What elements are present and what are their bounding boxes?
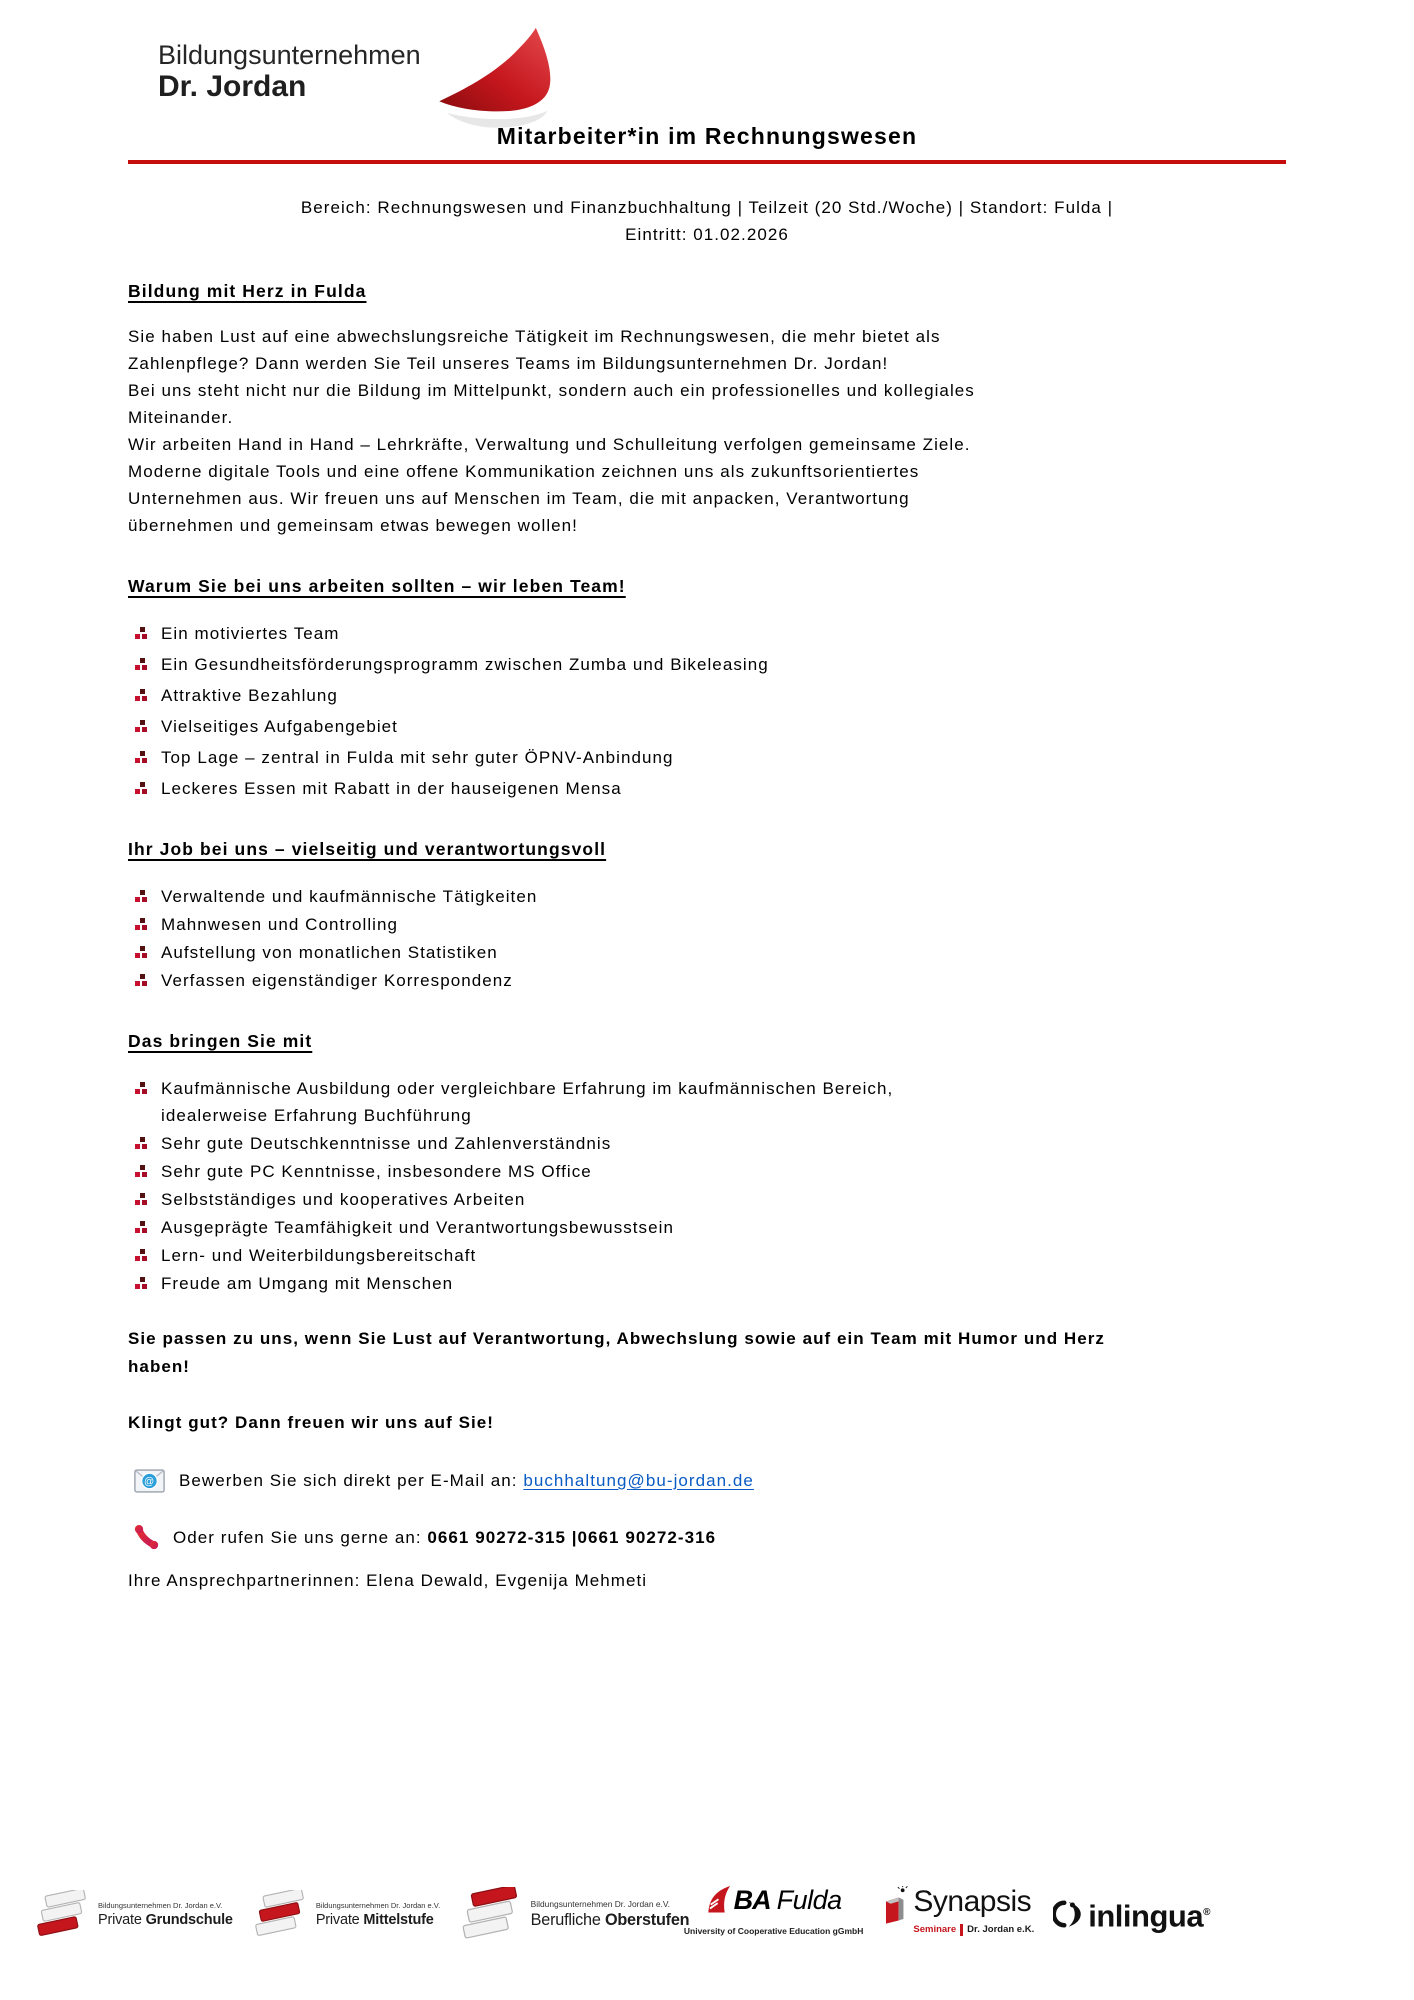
title-divider — [128, 160, 1286, 164]
list-item-text: Verwaltende und kaufmännische Tätigkeiten — [161, 887, 538, 906]
list-item — [128, 939, 1286, 966]
list-item — [128, 1186, 1286, 1213]
three-squares-bullet-icon — [134, 720, 148, 734]
list-item-text: Ein Gesundheitsförderungsprogramm zwischen Zumba und Bikeleasing — [161, 655, 769, 674]
footer-org-line: Bildungsunternehmen Dr. Jordan e.V. — [98, 1900, 223, 1910]
email-link[interactable]: buchhaltung@bu-jordan.de — [523, 1471, 754, 1490]
phone-numbers: 0661 90272-315 |0661 90272-316 — [427, 1528, 717, 1547]
three-squares-bullet-icon — [134, 918, 148, 932]
list-item — [128, 775, 1286, 802]
paragraph-line: Moderne digitale Tools und eine offene Kommunikation zeichnen uns als zukunftsorientiertes — [128, 462, 920, 481]
email-label: Bewerben Sie sich direkt per E-Mail an: — [179, 1471, 524, 1490]
section-heading-profile: Das bringen Sie mit — [128, 1031, 313, 1051]
paragraph-line: Wir arbeiten Hand in Hand – Lehrkräfte, Verwaltung und Schulleitung verfolgen gemeinsame Ziele. — [128, 435, 971, 454]
section-heading-benefits: Warum Sie bei uns arbeiten sollten – wir leben Team! — [128, 576, 626, 596]
three-squares-bullet-icon — [134, 890, 148, 904]
job-meta-line: Eintritt: 01.02.2026 — [625, 225, 789, 244]
intro-paragraph — [128, 323, 1188, 539]
company-logo — [158, 26, 571, 136]
list-item — [128, 967, 1286, 994]
list-item — [128, 911, 1286, 938]
list-item-text: Sehr gute PC Kenntnisse, insbesondere MS Office — [161, 1162, 592, 1181]
logo-ba-fulda — [684, 1884, 863, 1945]
three-squares-bullet-icon — [134, 946, 148, 960]
list-item — [128, 682, 1286, 709]
footer-school-name: Private Grundschule — [98, 1911, 233, 1928]
paragraph-line: Miteinander. — [128, 408, 234, 427]
phone-receiver-icon — [134, 1525, 159, 1550]
three-squares-bullet-icon — [134, 1277, 148, 1291]
email-contact-line — [128, 1467, 1286, 1494]
list-item — [128, 1270, 1286, 1297]
benefits-list — [128, 620, 1286, 802]
phone-label: Oder rufen Sie uns gerne an: — [173, 1528, 428, 1547]
list-item — [128, 1214, 1286, 1241]
list-item-text: Sehr gute Deutschkenntnisse und Zahlenverständnis — [161, 1134, 612, 1153]
registered-mark: ® — [1203, 1907, 1210, 1919]
list-item — [128, 1130, 1286, 1157]
ba-fulda-ba: BA — [733, 1884, 771, 1915]
list-item-text: Verfassen eigenständiger Korrespondenz — [161, 971, 513, 990]
three-squares-bullet-icon — [134, 782, 148, 796]
paragraph-line: übernehmen und gemeinsam etwas bewegen wollen! — [128, 516, 578, 535]
list-item — [128, 1158, 1286, 1185]
footer-school-name: Berufliche Oberstufen — [530, 1911, 690, 1930]
paragraph-line: Sie haben Lust auf eine abwechslungsreiche Tätigkeit im Rechnungswesen, die mehr bietet als — [128, 327, 941, 346]
list-item-text: Ausgeprägte Teamfähigkeit und Verantwortungsbewusstsein — [161, 1218, 674, 1237]
ba-fulda-swoosh-icon — [706, 1884, 734, 1916]
list-item — [128, 1242, 1286, 1269]
profile-list — [128, 1075, 1286, 1297]
inlingua-emblem-icon — [1053, 1899, 1083, 1929]
synapsis-book-icon — [882, 1886, 909, 1924]
logo-line2: Dr. Jordan — [158, 70, 307, 103]
list-item-text: Kaufmännische Ausbildung oder vergleichbare Erfahrung im kaufmännischen Bereich, idealerweise Erfahrung Buchführung — [161, 1079, 894, 1125]
page-title: Mitarbeiter*in im Rechnungswesen — [496, 123, 918, 149]
three-squares-bullet-icon — [134, 974, 148, 988]
logo-inlingua — [1053, 1898, 1210, 1934]
job-meta — [128, 194, 1286, 248]
paragraph-line: Unternehmen aus. Wir freuen uns auf Menschen im Team, die mit anpacken, Verantwortung — [128, 489, 910, 508]
svg-text:@: @ — [143, 1476, 156, 1488]
list-item-text: Freude am Umgang mit Menschen — [161, 1274, 454, 1293]
three-squares-bullet-icon — [134, 751, 148, 765]
three-squares-bullet-icon — [134, 1249, 148, 1263]
list-item — [128, 651, 1286, 678]
footer-logos — [0, 1884, 1414, 1945]
call-to-action: Klingt gut? Dann freuen wir uns auf Sie! — [128, 1413, 494, 1432]
paragraph-line: Bei uns steht nicht nur die Bildung im Mittelpunkt, sondern auch ein professionelles und kollegiales — [128, 381, 975, 400]
three-squares-bullet-icon — [134, 1193, 148, 1207]
list-item-text: Ein motiviertes Team — [161, 624, 340, 643]
section-heading-intro: Bildung mit Herz in Fulda — [128, 281, 367, 301]
synapsis-drjordan: Dr. Jordan e.K. — [967, 1924, 1035, 1935]
logo-line1: Bildungsunternehmen — [158, 40, 421, 70]
job-meta-line: Bereich: Rechnungswesen und Finanzbuchhaltung | Teilzeit (20 Std./Woche) | Standort: Fulda | — [300, 198, 1114, 217]
logo-synapsis — [882, 1886, 1034, 1943]
paragraph-line: Zahlenpflege? Dann werden Sie Teil unseres Teams im Bildungsunternehmen Dr. Jordan! — [128, 354, 889, 373]
list-item-text: Attraktive Bezahlung — [161, 686, 338, 705]
book-stack-icon — [34, 1890, 92, 1939]
three-squares-bullet-icon — [134, 658, 148, 672]
three-squares-bullet-icon — [134, 1165, 148, 1179]
footer-school-name: Private Mittelstufe — [315, 1911, 434, 1928]
three-squares-bullet-icon — [134, 1137, 148, 1151]
three-squares-bullet-icon — [134, 1082, 148, 1096]
list-item-text: Selbstständiges und kooperatives Arbeiten — [161, 1190, 526, 1209]
logo-private-mittelstufe — [252, 1890, 440, 1939]
envelope-at-icon — [134, 1469, 165, 1493]
book-stack-icon — [459, 1887, 524, 1942]
inlingua-name: inlingua® — [1088, 1898, 1210, 1934]
list-item-text: Mahnwesen und Controlling — [161, 915, 398, 934]
red-sail-swoosh-icon — [435, 26, 571, 136]
contact-persons: Ihre Ansprechpartnerinnen: Elena Dewald, Evgenija Mehmeti — [128, 1571, 648, 1590]
list-item-text: Vielseitiges Aufgabengebiet — [161, 717, 398, 736]
list-item — [128, 1075, 1286, 1129]
synapsis-name: Synapsis — [913, 1885, 1032, 1918]
list-item — [128, 713, 1286, 740]
footer-org-line: Bildungsunternehmen Dr. Jordan e.V. — [530, 1898, 671, 1909]
list-item-text: Lern- und Weiterbildungsbereitschaft — [161, 1246, 477, 1265]
list-item — [128, 620, 1286, 647]
logo-private-grundschule — [34, 1890, 233, 1939]
company-logo-text — [158, 26, 421, 103]
section-heading-job: Ihr Job bei uns – vielseitig und verantwortungsvoll — [128, 839, 607, 859]
ba-fulda-fulda: Fulda — [776, 1884, 842, 1915]
three-squares-bullet-icon — [134, 627, 148, 641]
synapsis-seminare: Seminare — [913, 1924, 957, 1935]
job-tasks-list — [128, 883, 1286, 994]
list-item-text: Leckeres Essen mit Rabatt in der hauseigenen Mensa — [161, 779, 622, 798]
book-stack-icon — [252, 1890, 310, 1939]
phone-contact-line — [128, 1524, 1286, 1551]
list-item — [128, 883, 1286, 910]
list-item-text: Top Lage – zentral in Fulda mit sehr guter ÖPNV-Anbindung — [161, 748, 674, 767]
three-squares-bullet-icon — [134, 689, 148, 703]
three-squares-bullet-icon — [134, 1221, 148, 1235]
closing-statement: Sie passen zu uns, wenn Sie Lust auf Verantwortung, Abwechslung sowie auf ein Team mit Humor und Herz haben! — [128, 1329, 1105, 1376]
list-item — [128, 744, 1286, 771]
logo-berufliche-oberstufen — [459, 1887, 689, 1942]
ba-fulda-subtitle: University of Cooperative Education gGmbH — [683, 1926, 864, 1936]
list-item-text: Aufstellung von monatlichen Statistiken — [161, 943, 498, 962]
synapsis-divider — [960, 1924, 963, 1936]
footer-org-line: Bildungsunternehmen Dr. Jordan e.V. — [315, 1900, 441, 1910]
